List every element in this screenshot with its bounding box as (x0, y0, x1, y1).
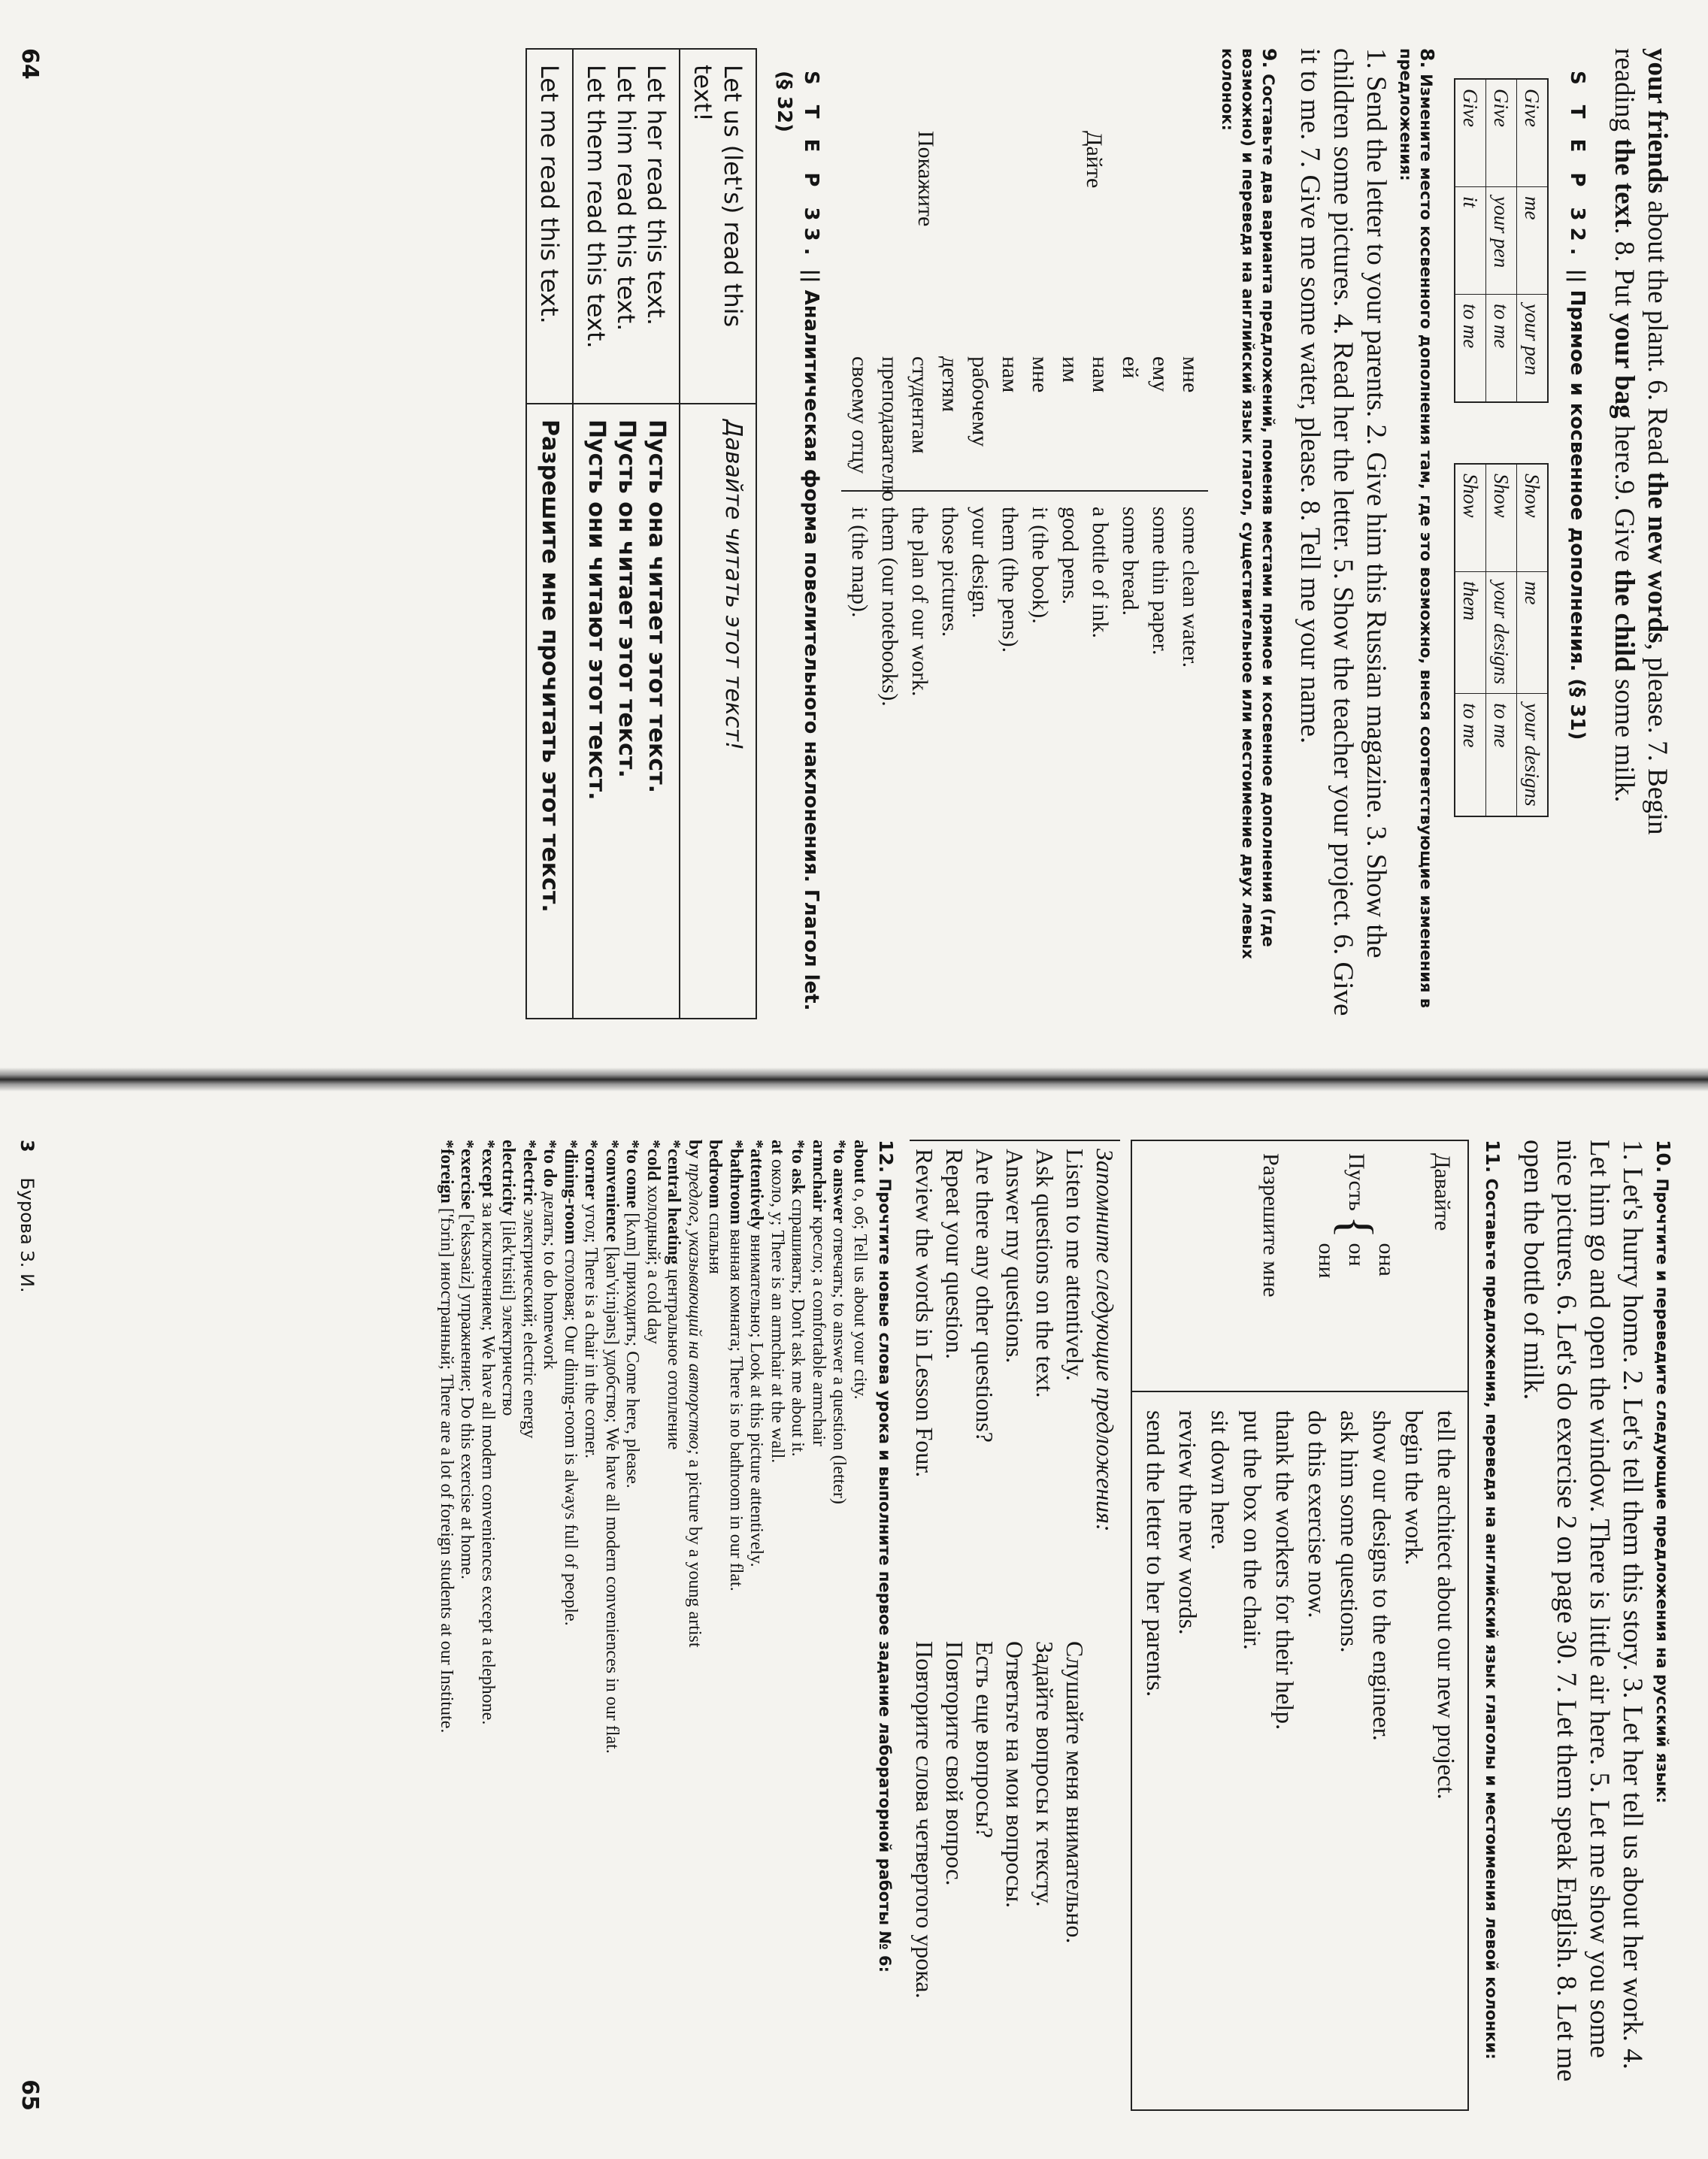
let-table-row (574, 50, 680, 1018)
memorize-en-line: Listen to me attentively. (1061, 1149, 1089, 1381)
object-diagrams (1454, 78, 1549, 1019)
diagram-cell: Give (1517, 79, 1549, 187)
diagram-row (1517, 79, 1549, 402)
exercise-8-instruction (1395, 48, 1437, 1019)
diagram-cell: me (1517, 187, 1549, 295)
diagram-show (1454, 463, 1549, 817)
intro-text (1607, 48, 1673, 1019)
vocabulary-list (436, 1140, 871, 2111)
verb-item: Дайте (1082, 131, 1107, 189)
let-english-line: Let me read this text. (535, 65, 564, 324)
bold-phrase: your bag (1609, 313, 1640, 419)
vocabulary-word: *to ask (788, 1140, 808, 1195)
diagram-cell: your designs (1517, 694, 1549, 816)
phrase-item: review the new words. (1173, 1410, 1201, 1635)
thing-item: some thin paper. (1148, 507, 1173, 656)
things-column (841, 492, 1208, 762)
diagram-cell: Show (1455, 464, 1486, 572)
vocabulary-entry (849, 1140, 871, 2111)
vocabulary-entry (498, 1140, 519, 2111)
diagram-cell: your pen (1486, 187, 1517, 295)
vocabulary-gloss: [kən'vi:njəns] удобство; We have all modern conveniences in our flat. (602, 1241, 622, 1754)
diagram-cell: to me (1486, 295, 1517, 403)
phrase-item: thank the workers for their help. (1270, 1410, 1298, 1731)
memorize-heading: Запомните следующие предложения: (1092, 1149, 1119, 1532)
exercise-10-instruction (1652, 1140, 1673, 2111)
phrase-item: show our designs to the engineer. (1367, 1410, 1395, 1741)
step-32-label: S T E P 32. (1566, 71, 1588, 262)
memorize-en-line: Repeat your question. (941, 1149, 968, 1359)
vocabulary-entry (456, 1140, 477, 2111)
memorize-en-line: Answer my questions. (1001, 1149, 1028, 1364)
let-russian-line: Пусть он читает этот текст. (613, 419, 640, 778)
exercise-11-instruction-text: Составьте предложения, переведя на английский язык глаголы и местоимения левой колонки: (1482, 1178, 1501, 2060)
vocabulary-word: *to do (540, 1140, 560, 1188)
vocabulary-gloss: ['fɔrin] иностранный; There are a lot of foreign students at our Institute. (437, 1203, 456, 1734)
diagram-cell: Give (1486, 79, 1517, 187)
page-footer (17, 1140, 38, 1293)
object-item: ему (1148, 356, 1173, 392)
let-russian-cell (680, 404, 756, 1018)
vocabulary-gloss: ['eksəsaiz] упражнение; Do this exercise at home. (457, 1209, 477, 1579)
object-item: мне (1028, 356, 1052, 393)
text-phrase: . 8. Put (1609, 227, 1640, 313)
exercise-12-instruction-text: Прочтите новые слова урока и выполните первое задание лабораторной работы № 6: (876, 1178, 894, 1973)
thing-item: it (the book). (1028, 507, 1052, 624)
vocabulary-entry (560, 1140, 581, 2111)
thing-item: your design. (968, 507, 992, 619)
exercise-10-number: 10. (1652, 1140, 1674, 1173)
let-us-word: Давайте (1430, 1153, 1455, 1231)
page-number-right: 65 (17, 2079, 43, 2111)
vocabulary-word: *electric (519, 1140, 539, 1205)
object-item: ей (1118, 356, 1143, 379)
exercise-10-instruction-text: Прочтите и переведите следующие предложения на русский язык: (1653, 1178, 1671, 1803)
vocabulary-gloss: за исключением; We have all modern conveniences except a telephone. (478, 1198, 498, 1725)
memorize-en-line: Review the words in Lesson Four. (911, 1149, 938, 1478)
diagram-cell: Show (1486, 464, 1517, 572)
exercise-11-left-column (1132, 1141, 1467, 1392)
vocabulary-gloss: делать; to do homework (540, 1187, 560, 1370)
vocabulary-word: *dining-room (561, 1140, 580, 1245)
vocabulary-entry (684, 1140, 705, 2111)
diagram-row (1486, 464, 1517, 816)
exercise-11-instruction (1481, 1140, 1503, 2111)
exercise-10-text: 1. Let's hurry home. 2. Let's tell them this story. 3. Let her tell us about her work. 4. Let him go and open the window. There is little air here. 5. Let me show you some nice pictures. 6. Let's do exercise 2 on page 30. 7. Let them speak English. 8. Let me open the bottle of milk. (1518, 1140, 1648, 2082)
object-item: рабочему (968, 356, 992, 447)
vocabulary-entry (539, 1140, 560, 2111)
vocabulary-word: *bathroom (726, 1140, 746, 1225)
thing-item: some clean water. (1178, 507, 1203, 668)
exercise-11 (1131, 1140, 1503, 2111)
vocabulary-word: *attentively (746, 1140, 767, 1230)
let-russian-line: Пусть она читает этот текст. (644, 419, 670, 793)
thing-item: those pictures. (937, 507, 962, 637)
vocabulary-gloss: о, об; Tell us about your city. (850, 1183, 870, 1400)
bold-phrase: the child (1609, 568, 1640, 672)
vocabulary-gloss: спрашивать; Don't ask me about it. (788, 1194, 808, 1457)
diagram-row (1455, 464, 1486, 816)
vocabulary-word: *central heating (664, 1140, 684, 1264)
phrase-item: ask him some questions. (1335, 1410, 1362, 1653)
vocabulary-word: armchair (809, 1140, 828, 1212)
vocabulary-gloss: [kʌm] приходить; Come here, please. (622, 1208, 643, 1488)
exercise-8-instruction-text: Измените место косвенного дополнения там, где это возможно, внеся соответствующие изменения в предложения: (1397, 48, 1435, 1009)
diagram-row (1486, 79, 1517, 402)
vocabulary-word: *to answer (829, 1140, 849, 1224)
text-phrase: reading (1609, 48, 1640, 139)
vocabulary-word: about (850, 1140, 870, 1184)
vocabulary-gloss: спальня (705, 1208, 725, 1274)
step-33-title: || Аналитическая форма повелительного наклонения. Глагол let. (§ 32) (773, 71, 822, 1011)
memorize-russian (910, 1641, 1090, 2111)
object-item: преподавателю (877, 356, 902, 502)
let-english-cell (680, 50, 756, 404)
vocabulary-gloss: столовая; Our dining-room is always full of people. (561, 1244, 580, 1626)
thing-item: good pens. (1058, 507, 1083, 604)
exercise-8 (1293, 48, 1437, 1019)
diagram-row (1455, 79, 1486, 402)
vocabulary-word: *cold (644, 1140, 663, 1181)
let-english-line: Let them read this text. (582, 65, 610, 349)
diagram-cell: Give (1455, 79, 1486, 187)
verb-item: Покажите (913, 131, 938, 227)
exercise-9 (841, 48, 1279, 1019)
vocabulary-word: bedroom (705, 1140, 725, 1209)
diagram-cell: them (1455, 572, 1486, 694)
vocabulary-word: *corner (581, 1140, 601, 1200)
vocabulary-word: by (685, 1140, 704, 1159)
exercise-12 (436, 1140, 897, 2111)
object-item: нам (1088, 356, 1113, 393)
thing-item: some bread. (1118, 507, 1143, 616)
vocabulary-entry (580, 1140, 601, 2111)
exercise-9-instruction-text: Составьте два варианта предложений, поменяв местами прямое и косвенное дополнения (где возможно) и переведя на английский язык глагол, существительное или местоимение двух левых колонок: (1219, 48, 1277, 959)
thing-item: the plan of our work. (907, 507, 932, 697)
vocabulary-entry (622, 1140, 643, 2111)
object-item: своему отцу (847, 356, 872, 474)
phrase-item: send the letter to her parents. (1141, 1410, 1168, 1697)
let-word: Пусть (1344, 1153, 1369, 1211)
let-english-line: Let him read this text. (612, 65, 640, 332)
step-32-title: || Прямое и косвенное дополнения. (§ 31) (1566, 268, 1588, 740)
vocabulary-entry (725, 1140, 746, 2111)
object-item: студентам (907, 356, 932, 454)
phrase-item: do this exercise now. (1303, 1410, 1330, 1618)
let-english-line: Let her read this text. (642, 65, 671, 326)
vocabulary-entry (767, 1140, 788, 2111)
exercise-11-right-column (1132, 1392, 1467, 2109)
memorize-english (910, 1149, 1090, 1618)
object-item: мне (1178, 356, 1203, 393)
left-page (0, 0, 1708, 1067)
thing-item: them (our notebooks). (877, 507, 902, 707)
let-russian-cell (574, 404, 679, 1018)
text-phrase: some milk. (1609, 671, 1640, 803)
vocabulary-word: *except (478, 1140, 498, 1198)
diagram-cell: to me (1455, 694, 1486, 816)
memorize-ru-line: Повторите свой вопрос. (941, 1641, 968, 1886)
vocabulary-entry (787, 1140, 808, 2111)
exercise-9-columns (841, 131, 1208, 1019)
object-item: нам (998, 356, 1022, 393)
let-english-cell (574, 50, 679, 404)
objects-column (841, 341, 1208, 502)
vocabulary-word: *convenience (602, 1140, 622, 1242)
exercise-12-instruction (874, 1140, 896, 2111)
diagram-cell: Show (1517, 464, 1549, 572)
exercise-10 (1516, 1140, 1673, 2111)
bold-phrase: the text (1609, 138, 1640, 228)
exercise-8-text: 1. Send the letter to your parents. 2. Give him this Russian magazine. 3. Show the children some pictures. 4. Read her the letter. 5. Show the teacher your project. 6. Give it to me. 7. Give me some water, please. 8. Tell me your name. (1295, 48, 1392, 1016)
memorize-ru-line: Слушайте меня внимательно. (1061, 1641, 1089, 1944)
vocabulary-gloss: отвечать; to answer a question (letter) (829, 1223, 849, 1504)
let-english-cell (527, 50, 572, 404)
object-item: им (1058, 356, 1083, 383)
intro-line (1640, 48, 1673, 1019)
verbs-column (841, 131, 1208, 341)
thing-item: it (the map). (847, 507, 872, 618)
vocabulary-gloss: [ilek'trisiti] электричество (498, 1216, 519, 1416)
exercise-11-number: 11. (1482, 1140, 1504, 1173)
thing-item: them (the pens). (998, 507, 1022, 653)
vocabulary-gloss: внимательно; Look at this picture attentively. (746, 1229, 767, 1567)
vocabulary-entry (663, 1140, 684, 2111)
vocabulary-entry (704, 1140, 725, 2111)
vocabulary-entry (828, 1140, 849, 2111)
vocabulary-gloss: предлог, указывающий на авторство; (685, 1158, 704, 1455)
signature-number: 3 (17, 1140, 38, 1152)
let-russian-line: Пусть они читают этот текст. (583, 419, 610, 801)
pronoun-list (1311, 1243, 1401, 1279)
memorize-grid (910, 1149, 1090, 2111)
let-pronoun-group (1311, 1153, 1401, 1379)
step-33-heading (771, 71, 825, 1019)
vocabulary-gloss: центральное отопление (664, 1264, 684, 1450)
diagram-cell: it (1455, 187, 1486, 295)
text-phrase: about the plant. 6. Read (1642, 193, 1673, 472)
pronoun-item: он (1344, 1243, 1369, 1267)
text-phrase: , please. 7. Begin (1642, 643, 1673, 835)
phrase-item: tell the architect about our new project. (1432, 1410, 1459, 1800)
phrase-item: begin the work. (1400, 1410, 1427, 1566)
diagram-cell: to me (1455, 295, 1486, 403)
vocabulary-word: *exercise (457, 1140, 477, 1210)
vocabulary-word: *to come (622, 1140, 643, 1209)
memorize-ru-line: Ответьте на мои вопросы. (1001, 1641, 1028, 1908)
diagram-cell: your designs (1486, 572, 1517, 694)
object-item: детям (937, 356, 962, 413)
intro-line (1607, 48, 1640, 1019)
pronoun-item: она (1374, 1243, 1399, 1276)
let-me-word: Разрешите мне (1258, 1153, 1283, 1298)
vocabulary-word: electricity (498, 1140, 519, 1216)
vocabulary-word: at (768, 1140, 787, 1155)
vocabulary-gloss: холодный; a cold day (644, 1180, 663, 1345)
vocabulary-gloss: около, у; There is an armchair at the wall. (768, 1155, 787, 1464)
diagram-give (1454, 78, 1549, 403)
bold-phrase: the new words (1642, 471, 1673, 643)
memorize-ru-line: Повторите слова четвертого урока. (911, 1641, 938, 1999)
exercise-9-number: 9. (1258, 48, 1280, 68)
step-32-heading (1564, 71, 1591, 1019)
vocabulary-entry (601, 1140, 622, 2111)
memorize-ru-line: Есть еще вопросы? (971, 1641, 998, 1839)
vocabulary-entry (477, 1140, 498, 2111)
page-number-left: 64 (17, 48, 43, 80)
vocabulary-word: *foreign (437, 1140, 456, 1204)
vocabulary-entry (746, 1140, 767, 2111)
memorize-block (910, 1140, 1120, 2111)
vocabulary-gloss: a picture by a young artist (685, 1455, 704, 1648)
phrase-item: put the box on the chair. (1238, 1410, 1265, 1650)
diagram-cell: your pen (1517, 295, 1549, 403)
pronoun-item: они (1314, 1243, 1339, 1279)
let-table (525, 48, 757, 1019)
curly-brace: { (1330, 1215, 1383, 1239)
memorize-ru-line: Задайте вопросы к тексту. (1031, 1641, 1058, 1907)
thing-item: a bottle of ink. (1088, 507, 1113, 638)
diagram-cell: to me (1486, 694, 1517, 816)
right-page (0, 1092, 1708, 2159)
let-russian-line: Давайте читать этот текст! (720, 419, 746, 750)
vocabulary-entry (519, 1140, 540, 2111)
let-table-row (527, 50, 574, 1018)
diagram-cell: me (1517, 572, 1549, 694)
let-table-row (680, 50, 756, 1018)
vocabulary-entry (643, 1140, 664, 2111)
exercise-12-number: 12. (875, 1140, 897, 1173)
phrase-item: sit down here. (1206, 1410, 1233, 1551)
vocabulary-entry (808, 1140, 829, 2111)
exercise-11-table (1131, 1140, 1469, 2111)
exercise-9-instruction (1217, 48, 1279, 1019)
vocabulary-entry (436, 1140, 457, 2111)
memorize-en-line: Are there any other questions? (971, 1149, 998, 1443)
diagram-row (1517, 464, 1549, 816)
author-name: Бурова З. И. (17, 1177, 38, 1293)
book-gutter (0, 1067, 1708, 1092)
let-russian-cell (527, 404, 572, 1018)
let-english-line: Let us (let's) read this text! (689, 65, 747, 328)
step-33-label: S T E P 33. (800, 71, 822, 262)
exercise-8-number: 8. (1416, 48, 1438, 68)
text-phrase: here.9. Give (1609, 418, 1640, 569)
vocabulary-gloss: электрический; electric energy (519, 1204, 539, 1439)
vocabulary-gloss: кресло; a comfortable armchair (809, 1211, 828, 1447)
let-russian-line: Разрешите мне прочитать этот текст. (537, 419, 563, 913)
vocabulary-gloss: ванная комната; There is no bathroom in our flat. (726, 1224, 746, 1591)
vocabulary-gloss: угол; There is a chair in the corner. (581, 1199, 601, 1459)
bold-phrase: your friends (1642, 48, 1673, 194)
memorize-en-line: Ask questions on the text. (1031, 1149, 1058, 1398)
